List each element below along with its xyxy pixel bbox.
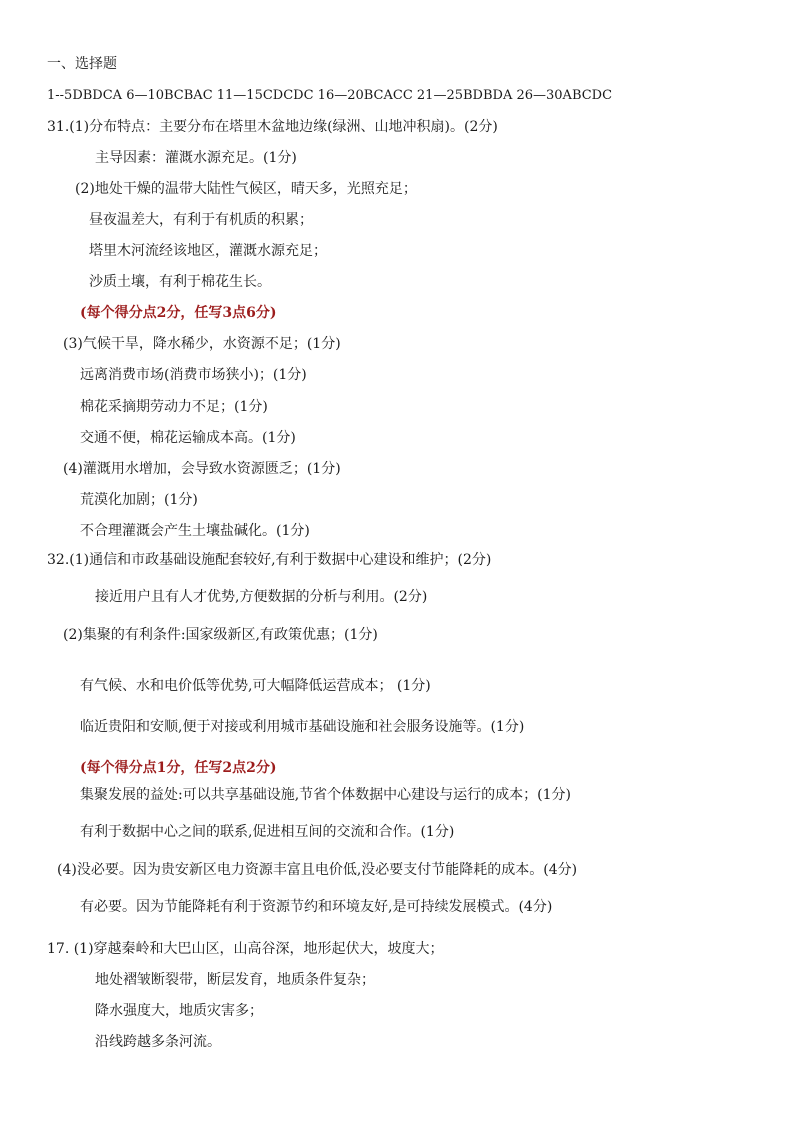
q32-2-policy: (2)集聚的有利条件:国家级新区,有政策优惠；(1分): [63, 627, 378, 643]
q31-3-market: 远离消费市场(消费市场狭小)；(1分): [80, 367, 307, 383]
q32-1-infrastructure: 32.(1)通信和市政基础设施配套较好,有利于数据中心建设和维护；(2分): [47, 552, 492, 568]
q31-2-scoring-note: (每个得分点2分，任写3点6分): [80, 305, 277, 321]
multiple-choice-answers: 1--5DBDCA 6—10BCBAC 11—15CDCDC 16—20BCACC 21—25BDBDA 26—30ABCDC: [47, 88, 613, 103]
q31-3-labor: 棉花采摘期劳动力不足；(1分): [80, 399, 268, 415]
q31-1-factor: 主导因素：灌溉水源充足。(1分): [95, 150, 297, 166]
q31-2-soil: 沙质土壤，有利于棉花生长。: [89, 274, 271, 290]
q31-3-transport: 交通不便，棉花运输成本高。(1分): [80, 430, 296, 446]
q17-1-geology: 地处褶皱断裂带，断层发育，地质条件复杂；: [95, 972, 375, 988]
q32-4-necessary: 有必要。因为节能降耗有利于资源节约和环境友好,是可持续发展模式。(4分): [80, 899, 553, 915]
q32-3-cooperation: 有利于数据中心之间的联系,促进相互间的交流和合作。(1分): [80, 824, 455, 840]
q32-2-location: 临近贵阳和安顺,便于对接或利用城市基础设施和社会服务设施等。(1分): [80, 719, 525, 735]
q32-1-users-talent: 接近用户且有人才优势,方便数据的分析与利用。(2分): [95, 589, 428, 605]
q31-2-temperature: 昼夜温差大，有利于有机质的积累；: [89, 212, 313, 228]
section-heading: 一、选择题: [47, 56, 117, 72]
q17-1-precipitation: 降水强度大，地质灾害多；: [95, 1003, 263, 1019]
q32-4-not-necessary: (4)没必要。因为贵安新区电力资源丰富且电价低,没必要支付节能降耗的成本。(4分): [57, 862, 578, 878]
q31-1-distribution: 31.(1)分布特点：主要分布在塔里木盆地边缘(绿洲、山地冲积扇)。(2分): [47, 119, 498, 135]
q32-2-cost: 有气候、水和电价低等优势,可大幅降低运营成本； (1分): [80, 678, 431, 694]
q31-2-river: 塔里木河流经该地区，灌溉水源充足；: [89, 243, 327, 259]
q31-4-water-shortage: (4)灌溉用水增加，会导致水资源匮乏；(1分): [63, 461, 341, 477]
q17-1-terrain: 17. (1)穿越秦岭和大巴山区，山高谷深，地形起伏大，坡度大；: [47, 941, 444, 957]
q31-4-desertification: 荒漠化加剧；(1分): [80, 492, 198, 508]
q32-3-shared-infrastructure: 集聚发展的益处:可以共享基础设施,节省个体数据中心建设与运行的成本；(1分): [80, 787, 571, 803]
q31-2-climate: (2)地处干燥的温带大陆性气候区，晴天多，光照充足；: [75, 181, 417, 197]
q31-3-water: (3)气候干旱，降水稀少，水资源不足；(1分): [63, 336, 341, 352]
q31-4-salinization: 不合理灌溉会产生土壤盐碱化。(1分): [80, 523, 310, 539]
q17-1-rivers: 沿线跨越多条河流。: [95, 1034, 221, 1050]
q32-2-scoring-note: (每个得分点1分，任写2点2分): [80, 760, 277, 776]
